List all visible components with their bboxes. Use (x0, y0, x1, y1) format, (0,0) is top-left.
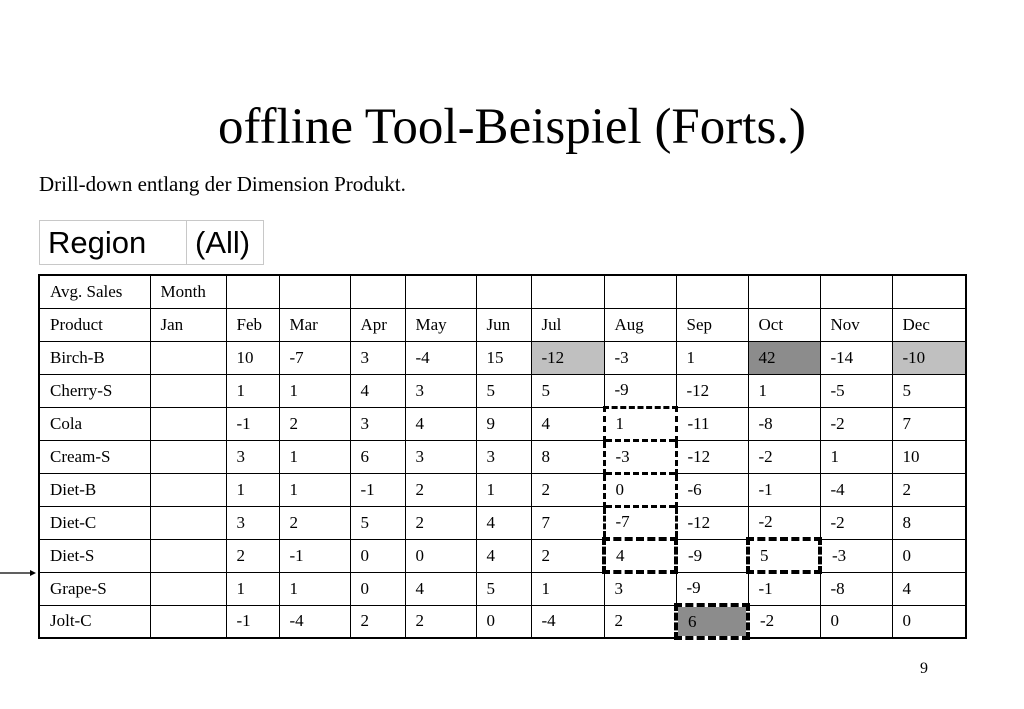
value-cell: 0 (476, 605, 531, 638)
value-cell: 2 (405, 605, 476, 638)
header-cell (531, 275, 604, 308)
value-cell: 8 (531, 440, 604, 473)
value-cell: 3 (405, 440, 476, 473)
product-cell: Grape-S (39, 572, 150, 605)
value-cell: -2 (748, 440, 820, 473)
value-cell: 0 (350, 572, 405, 605)
header-cell: Dec (892, 308, 966, 341)
slide-title: offline Tool-Beispiel (Forts.) (217, 99, 807, 155)
value-cell (150, 341, 226, 374)
value-cell: 1 (279, 572, 350, 605)
product-cell: Birch-B (39, 341, 150, 374)
value-cell: 2 (350, 605, 405, 638)
value-cell: 6 (350, 440, 405, 473)
value-cell: 10 (892, 440, 966, 473)
table-row (39, 572, 966, 605)
value-cell: 1 (676, 341, 748, 374)
header-cell: Jun (476, 308, 531, 341)
header-cell (350, 275, 405, 308)
value-cell (150, 605, 226, 638)
value-cell: 0 (892, 605, 966, 638)
value-cell: 0 (604, 473, 676, 506)
value-cell (150, 374, 226, 407)
value-cell: 1 (748, 374, 820, 407)
value-cell: 7 (892, 407, 966, 440)
value-cell: -1 (748, 473, 820, 506)
value-cell: -1 (226, 407, 279, 440)
sales-table (38, 274, 967, 640)
header-cell (476, 275, 531, 308)
value-cell: 2 (279, 407, 350, 440)
product-cell: Diet-C (39, 506, 150, 539)
table-row (39, 473, 966, 506)
value-cell: -2 (820, 506, 892, 539)
value-cell: 3 (350, 341, 405, 374)
value-cell: 3 (350, 407, 405, 440)
value-cell: -14 (820, 341, 892, 374)
header-cell (604, 275, 676, 308)
header-cell (279, 275, 350, 308)
value-cell: 4 (476, 539, 531, 572)
value-cell: 5 (531, 374, 604, 407)
header-cell (820, 275, 892, 308)
value-cell: -12 (531, 341, 604, 374)
value-cell: -11 (676, 407, 748, 440)
value-cell: 2 (604, 605, 676, 638)
value-cell: 1 (820, 440, 892, 473)
value-cell: 4 (476, 506, 531, 539)
value-cell: 4 (405, 407, 476, 440)
value-cell: 4 (531, 407, 604, 440)
value-cell (150, 440, 226, 473)
header-cell (405, 275, 476, 308)
value-cell: -12 (676, 374, 748, 407)
value-cell (150, 539, 226, 572)
region-filter-value[interactable]: (All) (187, 221, 264, 265)
value-cell: 1 (279, 374, 350, 407)
value-cell: 1 (476, 473, 531, 506)
product-cell: Cream-S (39, 440, 150, 473)
table-row (39, 440, 966, 473)
header-cell: Mar (279, 308, 350, 341)
header-cell (748, 275, 820, 308)
value-cell (150, 407, 226, 440)
value-cell: -1 (748, 572, 820, 605)
value-cell: 2 (531, 539, 604, 572)
header-cell: Sep (676, 308, 748, 341)
value-cell: -5 (820, 374, 892, 407)
product-cell: Diet-B (39, 473, 150, 506)
header-row (39, 275, 966, 308)
value-cell: -7 (279, 341, 350, 374)
table-row (39, 407, 966, 440)
header-cell: Avg. Sales (39, 275, 150, 308)
value-cell: -4 (279, 605, 350, 638)
value-cell: 5 (748, 539, 820, 572)
value-cell: -8 (820, 572, 892, 605)
value-cell: 42 (748, 341, 820, 374)
value-cell: 5 (476, 374, 531, 407)
value-cell: 2 (405, 506, 476, 539)
value-cell: 1 (531, 572, 604, 605)
value-cell: 3 (226, 440, 279, 473)
value-cell: 3 (604, 572, 676, 605)
value-cell: 6 (676, 605, 748, 638)
value-cell: -1 (279, 539, 350, 572)
value-cell: 2 (226, 539, 279, 572)
value-cell: -12 (676, 506, 748, 539)
header-cell: Jul (531, 308, 604, 341)
value-cell: -6 (676, 473, 748, 506)
value-cell: 1 (279, 473, 350, 506)
value-cell: -4 (820, 473, 892, 506)
value-cell: 4 (350, 374, 405, 407)
header-cell: Month (150, 275, 226, 308)
value-cell: 4 (405, 572, 476, 605)
header-row (39, 308, 966, 341)
value-cell: 2 (892, 473, 966, 506)
value-cell: 0 (350, 539, 405, 572)
table-row (39, 539, 966, 572)
value-cell (150, 572, 226, 605)
slide-subtitle: Drill-down entlang der Dimension Produkt. (39, 172, 406, 196)
table-row (39, 506, 966, 539)
header-cell: Feb (226, 308, 279, 341)
value-cell: 3 (405, 374, 476, 407)
product-cell: Diet-S (39, 539, 150, 572)
value-cell: -3 (604, 440, 676, 473)
value-cell: 1 (279, 440, 350, 473)
header-cell: May (405, 308, 476, 341)
value-cell: 0 (892, 539, 966, 572)
value-cell: 15 (476, 341, 531, 374)
value-cell: 0 (820, 605, 892, 638)
product-cell: Cherry-S (39, 374, 150, 407)
header-cell: Oct (748, 308, 820, 341)
value-cell: -2 (820, 407, 892, 440)
row-pointer-arrow-icon (0, 568, 36, 578)
value-cell: -12 (676, 440, 748, 473)
value-cell: -10 (892, 341, 966, 374)
value-cell: -1 (350, 473, 405, 506)
value-cell: 4 (892, 572, 966, 605)
value-cell: 7 (531, 506, 604, 539)
value-cell: 10 (226, 341, 279, 374)
product-cell: Jolt-C (39, 605, 150, 638)
value-cell: 3 (476, 440, 531, 473)
value-cell: -8 (748, 407, 820, 440)
table-row (39, 341, 966, 374)
header-cell: Nov (820, 308, 892, 341)
value-cell: 2 (531, 473, 604, 506)
value-cell: 5 (476, 572, 531, 605)
table-row (39, 374, 966, 407)
value-cell: 2 (279, 506, 350, 539)
product-cell: Cola (39, 407, 150, 440)
value-cell: -9 (676, 572, 748, 605)
value-cell: 2 (405, 473, 476, 506)
page-number: 9 (920, 660, 928, 677)
value-cell: -2 (748, 605, 820, 638)
value-cell: -4 (405, 341, 476, 374)
value-cell: 1 (604, 407, 676, 440)
value-cell: 1 (226, 374, 279, 407)
value-cell: 5 (892, 374, 966, 407)
header-cell (226, 275, 279, 308)
value-cell: 1 (226, 473, 279, 506)
value-cell (150, 473, 226, 506)
header-cell (892, 275, 966, 308)
header-cell: Jan (150, 308, 226, 341)
region-filter-label: Region (40, 221, 187, 265)
value-cell: 3 (226, 506, 279, 539)
value-cell: -9 (676, 539, 748, 572)
value-cell: 4 (604, 539, 676, 572)
value-cell: -3 (604, 341, 676, 374)
header-cell: Product (39, 308, 150, 341)
value-cell: -4 (531, 605, 604, 638)
value-cell: -7 (604, 506, 676, 539)
header-cell: Aug (604, 308, 676, 341)
value-cell: -2 (748, 506, 820, 539)
value-cell: 8 (892, 506, 966, 539)
value-cell: 0 (405, 539, 476, 572)
value-cell: 1 (226, 572, 279, 605)
value-cell: 9 (476, 407, 531, 440)
value-cell (150, 506, 226, 539)
value-cell: -1 (226, 605, 279, 638)
header-cell: Apr (350, 308, 405, 341)
value-cell: -3 (820, 539, 892, 572)
region-filter[interactable] (39, 220, 264, 265)
value-cell: -9 (604, 374, 676, 407)
header-cell (676, 275, 748, 308)
value-cell: 5 (350, 506, 405, 539)
table-row (39, 605, 966, 638)
